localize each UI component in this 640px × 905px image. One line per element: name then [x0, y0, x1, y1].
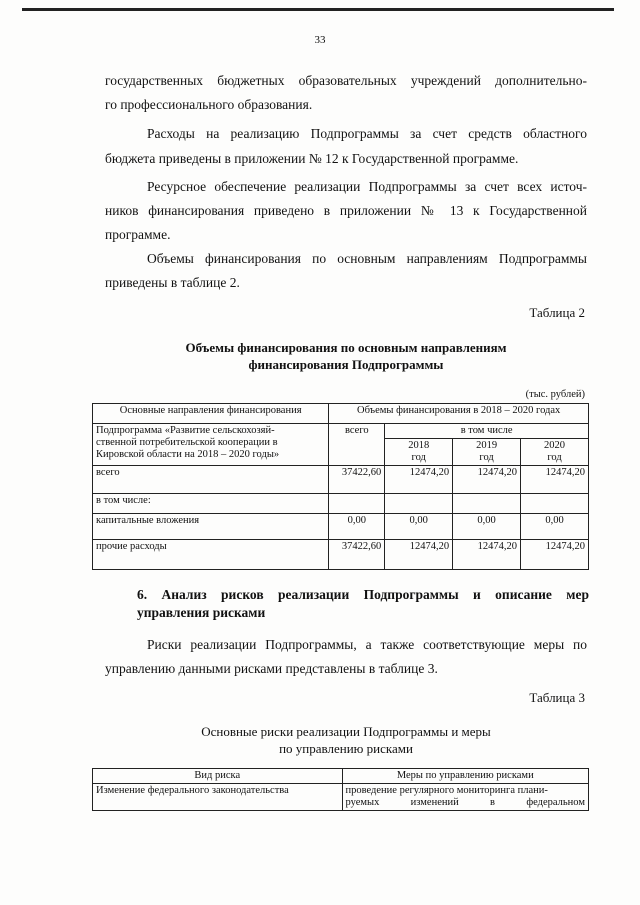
row-value-2020: 12474,20: [521, 466, 589, 494]
table-2-year-2019: 2019 год: [453, 439, 521, 466]
measures-line-1: проведение регулярного мониторинга плани-: [345, 785, 548, 796]
paragraph-1-line-1: государственных бюджетных образовательных учреждений дополнительно-: [105, 73, 587, 88]
row-label: всего: [93, 466, 329, 494]
table-3-header-measures: Меры по управлению рисками: [342, 769, 588, 784]
subprogram-line-3: Кировской области на 2018 – 2020 годы»: [96, 449, 280, 460]
row-value-all: 37422,60: [329, 466, 385, 494]
table-2-title: [105, 339, 587, 373]
row-value-2018: 12474,20: [385, 540, 453, 570]
table-2-unit: (тыс. рублей): [525, 389, 585, 400]
table-row: [93, 540, 589, 570]
table-row: [93, 494, 589, 514]
risk-cell: Изменение федерального законодательства: [93, 784, 343, 811]
paragraph-1-line-2: го профессионального образования.: [105, 97, 313, 112]
measures-cell: [342, 784, 588, 811]
paragraph-3-line-1: Ресурсное обеспечение реализации Подпрограммы за счет всех источ-: [147, 179, 587, 194]
table-2-total-header: всего: [329, 424, 385, 466]
row-value-2020: 12474,20: [521, 540, 589, 570]
table-2-title-line-1: Объемы финансирования по основным направлениям: [185, 340, 507, 355]
table-2-subprogram-cell: [93, 424, 329, 466]
row-value-all: 37422,60: [329, 540, 385, 570]
table-3-title-line-2: по управлению рисками: [279, 741, 413, 756]
section-6-heading-line-2: управления рисками: [137, 605, 266, 620]
section-6-paragraph-line-2: управлению данными рисками представлены в таблице 3.: [105, 661, 438, 676]
table-2-title-line-2: финансирования Подпрограммы: [248, 357, 444, 372]
row-value-2019: 12474,20: [453, 540, 521, 570]
table-3-title: [105, 723, 587, 757]
section-6-heading-line-1: 6. Анализ рисков реализации Подпрограммы и описание мер: [137, 587, 589, 602]
page-number: 33: [314, 34, 326, 46]
top-rule: [22, 8, 614, 11]
paragraph-3-line-2: ников финансирования приведено в приложении № 13 к Государственной: [105, 203, 587, 218]
table-3-caption: Таблица 3: [529, 690, 585, 705]
section-6-paragraph-line-1: Риски реализации Подпрограммы, а также соответствующие меры по: [147, 637, 587, 652]
table-2: [92, 403, 589, 570]
table-2-incl-header: в том числе: [385, 424, 589, 439]
row-label: в том числе:: [93, 494, 329, 514]
subprogram-line-1: Подпрограмма «Развитие сельскохозяй-: [96, 425, 275, 436]
paragraph-4-line-2: приведены в таблице 2.: [105, 275, 240, 290]
table-2-year-2018: 2018 год: [385, 439, 453, 466]
table-row: [93, 784, 589, 811]
table-2-header-direction: Основные направления финансирования: [93, 404, 329, 424]
paragraph-3-line-3: программе.: [105, 227, 171, 242]
measures-line-2: руемых изменений в федеральном: [345, 797, 585, 808]
row-value-2018: 0,00: [385, 514, 453, 540]
row-value-2018: 12474,20: [385, 466, 453, 494]
table-3-header-risk: Вид риска: [93, 769, 343, 784]
row-value-2019: 0,00: [453, 514, 521, 540]
table-3: [92, 768, 589, 811]
subprogram-line-2: ственной потребительской кооперации в: [96, 437, 278, 448]
section-6-heading: [137, 586, 589, 622]
paragraph-4-line-1: Объемы финансирования по основным направлениям Подпрограммы: [147, 251, 587, 266]
table-row: [93, 514, 589, 540]
table-2-year-2020: 2020 год: [521, 439, 589, 466]
paragraph-2-line-2: бюджета приведены в приложении № 12 к Государственной программе.: [105, 151, 519, 166]
row-label: капитальные вложения: [93, 514, 329, 540]
row-value-2020: 0,00: [521, 514, 589, 540]
table-3-title-line-1: Основные риски реализации Подпрограммы и меры: [201, 724, 491, 739]
row-label: прочие расходы: [93, 540, 329, 570]
paragraph-2-line-1: Расходы на реализацию Подпрограммы за счет средств областного: [147, 126, 587, 141]
table-row: [93, 466, 589, 494]
table-2-caption: Таблица 2: [529, 305, 585, 320]
row-value-2019: 12474,20: [453, 466, 521, 494]
table-2-header-volumes: Объемы финансирования в 2018 – 2020 годах: [329, 404, 589, 424]
row-value-all: 0,00: [329, 514, 385, 540]
